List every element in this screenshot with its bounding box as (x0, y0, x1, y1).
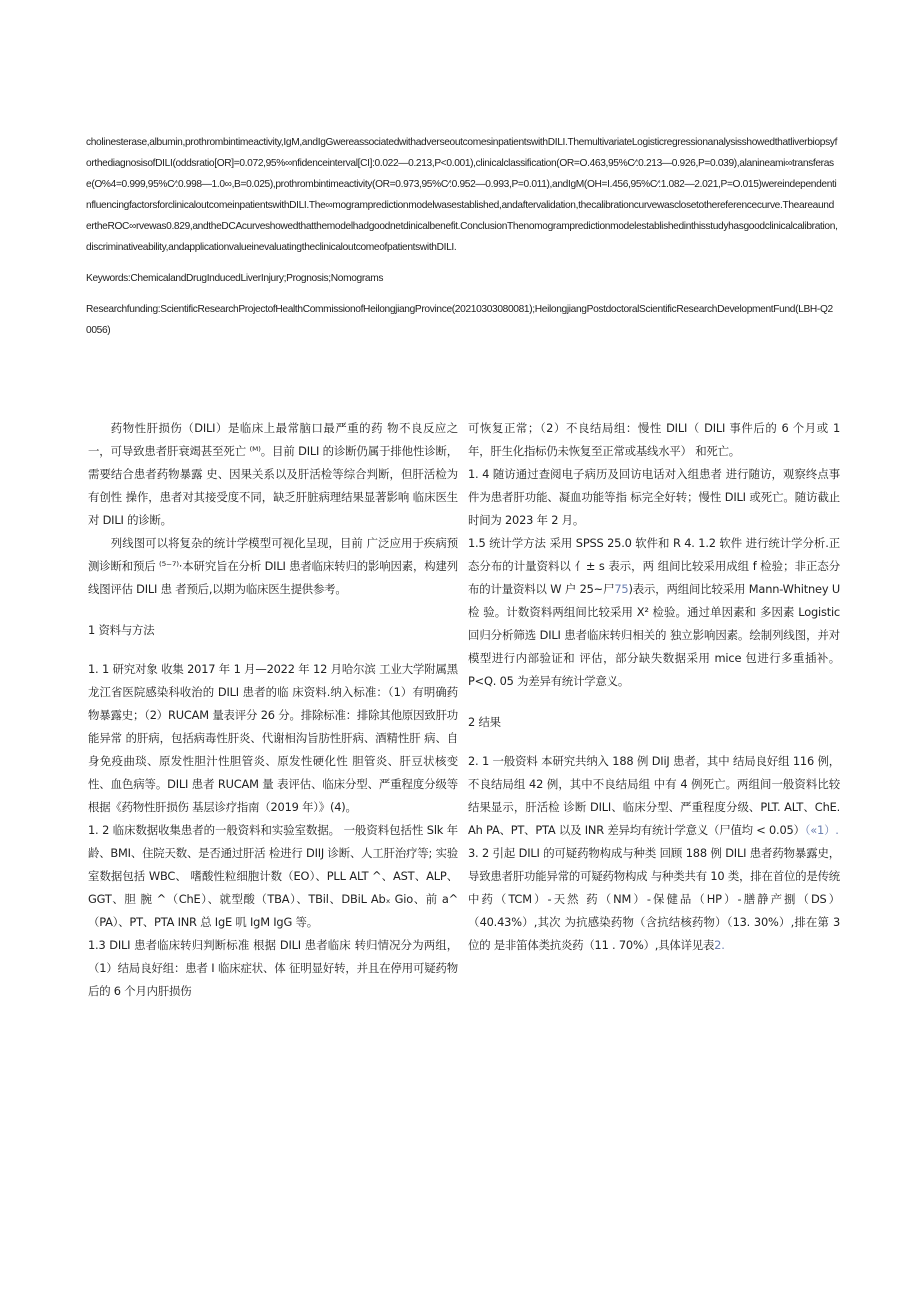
right-column (468, 417, 840, 957)
table-2-reference-link[interactable]: 2. (714, 938, 725, 952)
left-column (88, 417, 458, 1003)
section-1-heading: 1 资料与方法 (88, 623, 155, 637)
intro-paragraph-1: 药物性肝损伤（DILI）是临床上最常脑口最严重的药 物不良反应之一，可导致患者肝衰竭甚至死亡 ⁽ᴹ⁾。目前 DILI 的诊断仍属于排他性诊断，需要结合患者药物暴露 史、因果关系以及肝活检等综合判断，但肝活检为有创性 操作，患者对其接受度不同，缺乏肝脏病理结果显著影响 临床医生对 DILI 的诊断。 (88, 421, 458, 527)
section-1-5 (468, 532, 840, 693)
section-1-5-text-b: )表示，两组间比较采用 Mann-Whitney U 检 验。计数资料两组间比较采用 X² 检验。通过单因素和 多因素 Logistic 回归分析筛选 DILI 患者临床转归相关的 独立影响因素。绘制列线图，并对模型进行内部验证和 评估，部分缺失数据采用 mice 包进行多重插补。P<Q. 05 为差异有统计学意义。 (468, 582, 840, 688)
intro-paragraph-2: 列线图可以将复杂的统计学模型可视化呈现，目前 广泛应用于疾病预测诊断和预后 ⁽⁵⁻⁷⁾·本研究旨在分析 DILI 患者临床转归的影响因素，构建列线图评估 DILI 患 者预后,以期为临床医生提供参考。 (88, 536, 458, 596)
section-1-3-continued: 可恢复正常；（2）不良结局组：慢性 DILI（ DILI 事件后的 6 个月或 1 年，肝生化指标仍未恢复至正常或基线水平） 和死亡。 (468, 421, 840, 458)
section-2-2-text: 3. 2 引起 DILI 的可疑药物构成与种类 回顾 188 例 DILI 患者药物暴露史，导致患者肝功能异常的可疑药物构成 与种类共有 10 类，排在首位的是传统中药（TCM）-天然 药（NM）-保健品（HP）-膳静产捌（DS）（40.43%）,其次 为抗感染药物（含抗结核药物）（13. 30%）,排在第 3 位的 是非笛体类抗炎药（11 . 70%）,具体详见表 (468, 846, 840, 952)
table-1-reference-link[interactable]: （«1）. (804, 823, 839, 837)
research-funding: Researchfunding:ScientificResearchProjectofHealthCommissionofHeilongjiangProvince(20210303080081);HeilongjiangPostdoctoralScientificResearchDevelopmentFund(LBH-Q20056) (86, 304, 833, 336)
section-1-4: 1. 4 随访通过查阅电子病历及回访电话对入组患者 进行随访，观察终点事件为患者肝功能、凝血功能等指 标完全好转；慢性 DILI 或死亡。随访截止时间为 2023 年 2 月。 (468, 467, 840, 527)
english-abstract (86, 132, 838, 341)
section-2-2 (468, 842, 840, 957)
abstract-paragraph: cholinesterase,albumin,prothrombintimeactivity,IgM,andIgGwereassociatedwithadverseoutcomesinpatientswithDILI.ThemultivariateLogisticregressionanalysisshowedthatliverbiopsyforthediagnosisofDILI(oddsratio[OR]=0.072,95%∞nfidenceinterval[CI]:0.022—0.213,P<0.001),clinicalclassification(OR=O.463,95%C∕:0.213—0.926,P=0.039),alanineami∞transferase(O%4=0.999,95%C∕:0.998—1.0∞,B=0.025),prothrombintimeactivity(OR=0.973,95%C∕:0.952—0.993,P=0.011),andIgM(OH=I.456,95%C∕:1.082—2.021,P=O.015)wereindependentinfluencingfactorsforclinicaloutcomeinpatientswithDILI.The∞mogrampredictionmodelwasestablished,andaftervalidation,thecalibrationcurvewasclosetothereferencecurve.TheareaundertheROC∞rvewas0.829,andtheDCAcurveshowedthatthemodelhadgoodnetdinicalbenefit.ConclusionThenomogrampredictionmodelestablishedinthisstudyhasgoodclinicalcalibration,discriminativeability,andapplicationvalueinevaluatingtheclinicaloutcomeofpatientswithDILI. (86, 137, 838, 253)
section-1-5-text-a: 1.5 统计学方法 采用 SPSS 25.0 软件和 R 4. 1.2 软件 进行统计学分析.正态分布的计量资料以 亻± s 表示，两 组间比较采用成组 f 检验；非正态分布的计量资料以 W 户 25~尸 (468, 536, 840, 596)
percentile-reference-link[interactable]: 75 (614, 582, 629, 596)
section-1-2: 1. 2 临床数据收集患者的一般资料和实验室数据。 一般资料包括性 Slk 年龄、BMI、住院天数、是否通过肝活 检进行 DIIJ 诊断、人工肝治疗等; 实验室数据包括 WBC、 嗜酸性粒细胞计数（EO）、PLL ALT ^、AST、ALP、GGT、胆 腕 ^（ChE）、就型酸（TBA）、TBil、DBiL Abₓ Gio、前 a^（PA）、PT、PTA INR 总 IgE 叽 IgM IgG 等。 (88, 823, 458, 929)
section-1-1: 1. 1 研究对象 收集 2017 年 1 月—2022 年 12 月哈尔滨 工业大学附属黑龙江省医院感染科收治的 DILI 患者的临 床资料.纳入标准：（1）有明确药物暴露史；（2）RUCAM 量表评分 26 分。排除标准：排除其他原因致肝功能异常 的肝病，包括病毒性肝炎、代谢相沟旨肪性肝病、酒精性肝 病、自身免疫曲琰、原发性胆汁性胆管炎、原发性硬化性 胆管炎、肝豆状核变性、血色病等。DILI 患者 RUCAM 量 表评估、临床分型、严重程度分级等根据《药物性肝损伤 基层诊疗指南（2019 年）》(4)。 (88, 662, 458, 814)
section-1-3: 1.3 DILI 患者临床转归判断标准 根据 DILI 患者临床 转归情况分为两组，（1）结局良好组：患者 I 临床症状、体 征明显好转，并且在停用可疑药物后的 6 个月内肝损伤 (88, 938, 458, 998)
section-2-1-text: 2. 1 一般资料 本研究共纳入 188 例 DIiJ 患者，其中 结局良好组 116 例，不良结局组 42 例，其中不良结局组 中有 4 例死亡。两组间一般资料比较结果显示，肝活检 诊断 DILI、临床分型、严重程度分级、PLT. ALT、ChE. Ah PA、PT、PTA 以及 INR 差异均有统计学意义（尸值均 < 0.05） (468, 754, 841, 837)
section-2-heading: 2 结果 (468, 715, 501, 729)
section-2-1 (468, 750, 840, 842)
keywords: Keywords:ChemicalandDrugInducedLiverInjury;Prognosis;Nomograms (86, 273, 384, 284)
